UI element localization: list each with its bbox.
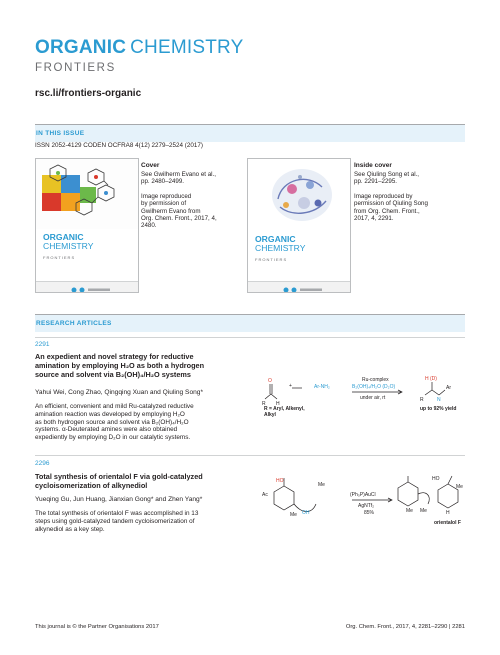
scheme-2-yield: 85%	[364, 510, 375, 516]
svg-text:Ac: Ac	[262, 492, 268, 498]
article-2-abstract: The total synthesis of orientalol F was accomplished in 13 steps using gold-catalyzed tandem cycloisomerization of alkynediol as a key step.	[35, 510, 199, 533]
inside-cover-artwork	[248, 159, 350, 231]
svg-text:O: O	[268, 378, 272, 384]
scheme-1-ar-label: Ar	[446, 385, 451, 391]
journal-title	[35, 37, 243, 59]
in-this-issue-bar	[35, 125, 465, 142]
inside-cover-heading: Inside cover	[354, 162, 392, 169]
inside-cover-title-2: CHEMISTRY	[255, 243, 306, 253]
article-2-divider	[35, 455, 465, 456]
svg-text:HO: HO	[276, 478, 284, 484]
svg-text:Me: Me	[456, 484, 463, 490]
article-2-authors: Yueqing Gu, Jun Huang, Jianxian Gong* and Zhen Yang*	[35, 496, 203, 503]
svg-text:H: H	[446, 510, 450, 516]
svg-text:Me: Me	[420, 508, 427, 514]
article-1-abstract: An efficient, convenient and mild Ru-catalyzed reductive amination reaction was developed by employing H₂O as both hydrogen source and solvent via B₂(OH)₄/H₂O systems. α-Deuterated amines were also obtained expediently by employing D₂O in our catalytic systems.	[35, 403, 194, 442]
svg-text:Me: Me	[318, 482, 325, 488]
scheme-2-additive: AgNTf₂	[358, 503, 375, 509]
article-2-page[interactable]: 2296	[35, 460, 50, 467]
journal-url[interactable]: rsc.li/frontiers-organic	[35, 88, 142, 99]
article-1-scheme	[262, 368, 467, 448]
svg-text:H: H	[276, 401, 280, 407]
scheme-1-catalyst: Ru-complex	[362, 377, 389, 383]
svg-text:HO: HO	[432, 476, 440, 482]
journal-title-bold: ORGANIC	[35, 37, 127, 58]
research-bar	[35, 315, 465, 332]
article-2-scheme	[262, 470, 467, 535]
scheme-1-conditions: under air, rt	[360, 395, 386, 401]
scheme-2-product: orientalol F	[434, 520, 461, 526]
inside-cover-sub: FRONTIERS	[255, 257, 288, 262]
scheme-1-r-definition: R = Aryl, Alkenyl, Alkyl	[264, 406, 305, 418]
cover-image-inside[interactable]	[247, 158, 351, 293]
issn-line: ISSN 2052-4129 CODEN OCFRA8 4(12) 2279–2524 (2017)	[35, 142, 204, 149]
cover-title-1: ORGANIC	[43, 232, 84, 242]
svg-text:Me: Me	[290, 512, 297, 518]
inside-cover-footer	[248, 281, 350, 292]
scheme-1-plus: +	[289, 383, 292, 389]
cover-caption: See Gwilherm Evano et al., pp. 2480–2499. Image reproduced by permission of Gwilherm Evano from Org. Chem. Front., 2017, 4, 2480.	[141, 171, 217, 230]
scheme-2-catalyst: (Ph₃P)AuCl	[350, 492, 376, 498]
article-1-divider	[35, 337, 465, 338]
scheme-1-reagent: B₂(OH)₄/H₂O (D₂O)	[352, 384, 396, 390]
cover-footer	[36, 281, 138, 292]
svg-text:Me: Me	[406, 508, 413, 514]
cover-heading: Cover	[141, 162, 160, 169]
svg-text:N: N	[437, 397, 441, 403]
scheme-1-h-label: H (D)	[425, 376, 437, 382]
article-2-title[interactable]: Total synthesis of orientalol F via gold-catalyzed cycloisomerization of alkynediol	[35, 472, 203, 490]
cover-logos	[36, 285, 138, 293]
svg-text:R: R	[420, 397, 424, 403]
research-heading: RESEARCH ARTICLES	[36, 320, 112, 327]
footer-citation: Org. Chem. Front., 2017, 4, 2281–2290 | 2281	[345, 624, 465, 630]
svg-text:OH: OH	[302, 510, 310, 516]
cover-artwork	[36, 159, 138, 229]
cover-sub: FRONTIERS	[43, 255, 76, 260]
journal-subtitle: FRONTIERS	[35, 62, 116, 74]
cover-image-front[interactable]	[35, 158, 139, 293]
cover-title-2: CHEMISTRY	[43, 241, 94, 251]
article-1-page[interactable]: 2291	[35, 341, 50, 348]
footer-copyright: This journal is © the Partner Organisations 2017	[35, 624, 159, 630]
article-1-authors: Yahui Wei, Cong Zhao, Qingqing Xuan and Qiuling Song*	[35, 389, 204, 396]
svg-text:R: R	[262, 401, 266, 407]
article-1-title[interactable]: An expedient and novel strategy for reductive amination by employing H₂O as both a hydrogen source and solvent via B₂(OH)₄/H₂O systems	[35, 352, 205, 379]
inside-cover-title-1: ORGANIC	[255, 234, 296, 244]
inside-cover-caption: See Qiuling Song et al., pp. 2291–2295. Image reproduced by permission of Qiuling Song from Org. Chem. Front., 2017, 4, 2291.	[354, 171, 428, 223]
inside-cover-logos	[248, 285, 350, 293]
scheme-1-yield: up to 92% yield	[420, 406, 457, 412]
in-this-issue-heading: IN THIS ISSUE	[36, 130, 85, 137]
scheme-1-amine: Ar-NH₂	[314, 384, 330, 390]
journal-title-regular: CHEMISTRY	[130, 37, 244, 58]
